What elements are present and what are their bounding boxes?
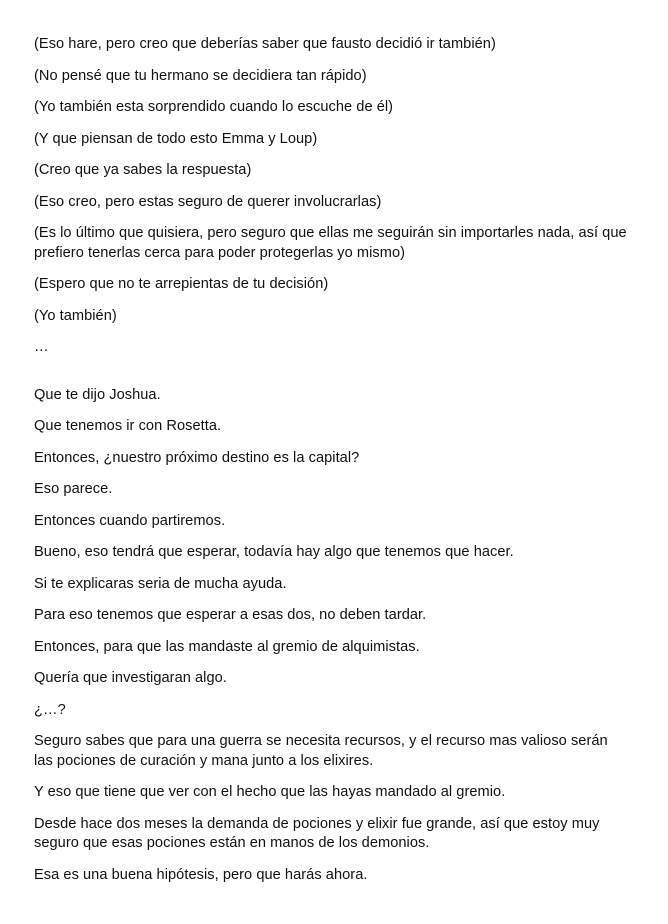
paragraph: Bueno, eso tendrá que esperar, todavía hay algo que tenemos que hacer. xyxy=(34,544,514,560)
paragraph: (Creo que ya sabes la respuesta) xyxy=(34,162,252,178)
paragraph: Para eso tenemos que esperar a esas dos, no deben tardar. xyxy=(34,607,427,623)
paragraph: (Yo también esta sorprendido cuando lo escuche de él) xyxy=(34,99,394,115)
section-spacer xyxy=(34,358,628,386)
paragraph: Desde hace dos meses la demanda de pociones y elixir fue grande, así que estoy muy seguro que esas pociones están en manos de los demonios. xyxy=(34,815,600,851)
ellipsis-line: … xyxy=(34,339,49,355)
paragraph: Que te dijo Joshua. xyxy=(34,386,161,403)
paragraph: (No pensé que tu hermano se decidiera tan rápido) xyxy=(34,67,367,84)
paragraph: (Es lo último que quisiera, pero seguro que ellas me seguirán sin importarles nada, así que prefiero tenerlas cerca para poder protegerlas yo mismo) xyxy=(34,225,627,261)
paragraph: (Eso creo, pero estas seguro de querer involucrarlas) xyxy=(34,193,382,210)
dialogue-section-2 xyxy=(34,386,628,886)
paragraph: Entonces, para que las mandaste al gremio de alquimistas. xyxy=(34,638,420,655)
paragraph: (Eso hare, pero creo que deberías saber que fausto decidió ir también) xyxy=(34,36,496,52)
paragraph: Entonces, ¿nuestro próximo destino es la capital? xyxy=(34,449,360,466)
paragraph: Y eso que tiene que ver con el hecho que las hayas mandado al gremio. xyxy=(34,784,506,800)
paragraph: (Y que piensan de todo esto Emma y Loup) xyxy=(34,130,318,147)
paragraph: Seguro sabes que para una guerra se necesita recursos, y el recurso mas valioso serán las pociones de curación y mana junto a los elixires. xyxy=(34,733,608,769)
paragraph: Eso parece. xyxy=(34,481,113,497)
paragraph: (Espero que no te arrepientas de tu decisión) xyxy=(34,276,329,292)
paragraph: Que tenemos ir con Rosetta. xyxy=(34,418,222,434)
paragraph: (Yo también) xyxy=(34,307,117,324)
paragraph: Si te explicaras seria de mucha ayuda. xyxy=(34,575,287,592)
paragraph: Entonces cuando partiremos. xyxy=(34,512,226,529)
dialogue-section-1 xyxy=(34,35,628,358)
paragraph: Quería que investigaran algo. xyxy=(34,670,227,686)
paragraph: Esa es una buena hipótesis, pero que harás ahora. xyxy=(34,866,368,883)
paragraph: ¿…? xyxy=(34,701,66,718)
